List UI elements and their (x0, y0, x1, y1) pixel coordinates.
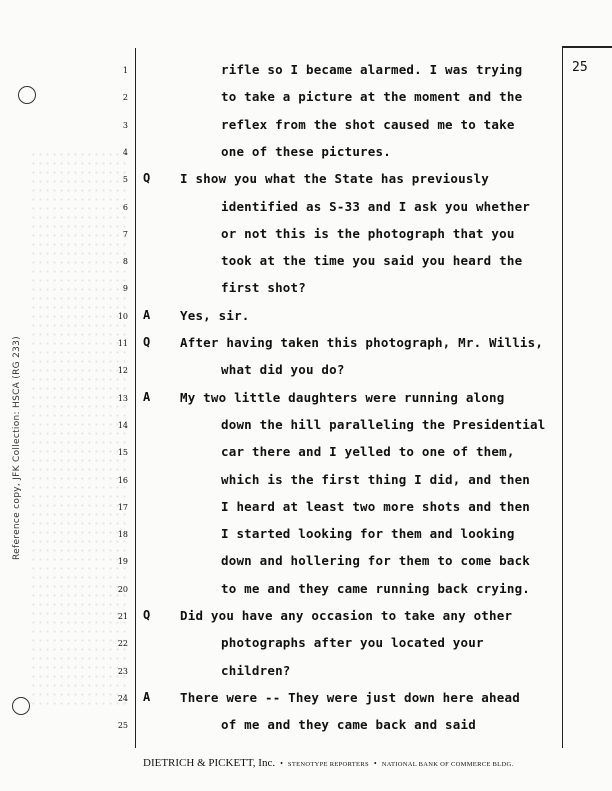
line-number: 23 (117, 666, 128, 676)
line-number: 5 (122, 175, 128, 185)
line-text: identified as S-33 and I ask you whether (221, 198, 531, 214)
line-number: 6 (122, 202, 128, 212)
line-number: 21 (117, 612, 128, 621)
line-text: I show you what the State has previously (180, 171, 490, 187)
transcript-line (0, 280, 612, 300)
line-number: 10 (117, 311, 128, 321)
transcript-line (0, 690, 612, 710)
transcript-line (0, 608, 612, 628)
line-number: 20 (117, 584, 128, 594)
footer (143, 757, 513, 769)
line-number: 11 (117, 339, 128, 348)
line-text: car there and I yelled to one of them, (221, 444, 515, 460)
transcript-line (0, 362, 612, 382)
transcript-line (0, 89, 612, 109)
line-number: 1 (122, 66, 128, 75)
line-number: 24 (117, 693, 128, 703)
transcript-line (0, 663, 612, 683)
line-text: down and hollering for them to come back (221, 553, 531, 569)
line-text: There were -- They were just down here ahead (180, 689, 520, 705)
transcript-line (0, 226, 612, 246)
transcript-line (0, 253, 612, 273)
line-text: reflex from the shot caused me to take (221, 116, 515, 132)
line-text: one of these pictures. (221, 143, 391, 159)
transcript-line (0, 472, 612, 492)
line-number: 7 (122, 229, 128, 239)
page-number: 25 (572, 60, 588, 75)
line-number: 12 (117, 366, 128, 376)
transcript-line (0, 335, 612, 355)
line-text: down the hill paralleling the Presidential (221, 416, 546, 432)
line-number: 17 (117, 502, 128, 512)
line-number: 4 (122, 147, 128, 157)
transcript-line (0, 717, 612, 737)
line-number: 15 (117, 448, 128, 458)
transcript-line (0, 499, 612, 519)
speaker-label: Q (143, 335, 151, 349)
line-text: of me and they came back and said (221, 717, 476, 733)
transcript-line (0, 199, 612, 219)
transcript-line (0, 117, 612, 137)
line-number: 18 (117, 530, 128, 540)
line-text: or not this is the photograph that you (221, 225, 515, 241)
line-number: 16 (117, 475, 128, 485)
transcript-line (0, 526, 612, 546)
line-text: Did you have any occasion to take any other (180, 608, 513, 623)
line-text: I heard at least two more shots and then (221, 498, 531, 514)
line-text: After having taken this photograph, Mr. Willis, (180, 335, 544, 350)
transcript-line (0, 390, 612, 410)
line-number: 14 (117, 420, 128, 430)
line-text: first shot? (221, 280, 306, 296)
speaker-label: A (143, 307, 151, 322)
speaker-label: Q (143, 171, 151, 186)
transcript-line (0, 444, 612, 464)
footer-firm: DIETRICH & PICKETT, Inc. (143, 757, 276, 769)
line-text: rifle so I became alarmed. I was trying (221, 62, 523, 77)
line-text: photographs after you located your (221, 635, 484, 651)
line-text: which is the first thing I did, and then (221, 471, 531, 487)
top-corner-rule (562, 46, 612, 48)
line-number: 13 (117, 393, 128, 403)
line-text: took at the time you said you heard the (221, 253, 523, 269)
line-number: 2 (122, 93, 128, 103)
margin-stamp: Reference copy, JFK Collection: HSCA (RG 233) (12, 336, 22, 560)
transcript-line (0, 144, 612, 164)
line-number: 25 (117, 721, 128, 731)
line-text: children? (221, 662, 291, 678)
transcript-line (0, 553, 612, 573)
footer-address: NATIONAL BANK OF COMMERCE BLDG. (381, 761, 514, 768)
line-text: I started looking for them and looking (221, 526, 515, 542)
transcript-line (0, 62, 612, 82)
transcript-line (0, 581, 612, 601)
line-text: Yes, sir. (180, 307, 250, 323)
line-number: 9 (122, 284, 128, 294)
speaker-label: A (143, 689, 151, 704)
line-number: 3 (122, 120, 128, 130)
bullet-icon: • (373, 759, 377, 768)
speaker-label: A (143, 389, 151, 404)
footer-service: STENOTYPE REPORTERS (287, 761, 369, 768)
transcript-line (0, 308, 612, 328)
line-number: 19 (117, 557, 128, 567)
transcript-line (0, 171, 612, 191)
line-text: to me and they came running back crying. (221, 580, 531, 596)
line-number: 8 (122, 257, 128, 267)
line-text: to take a picture at the moment and the (221, 89, 523, 105)
bullet-icon: • (280, 759, 283, 768)
line-number: 22 (117, 639, 128, 649)
transcript-line (0, 635, 612, 655)
transcript-line (0, 417, 612, 437)
line-text: My two little daughters were running along (180, 389, 505, 405)
line-text: what did you do? (221, 362, 345, 378)
speaker-label: Q (143, 608, 151, 622)
